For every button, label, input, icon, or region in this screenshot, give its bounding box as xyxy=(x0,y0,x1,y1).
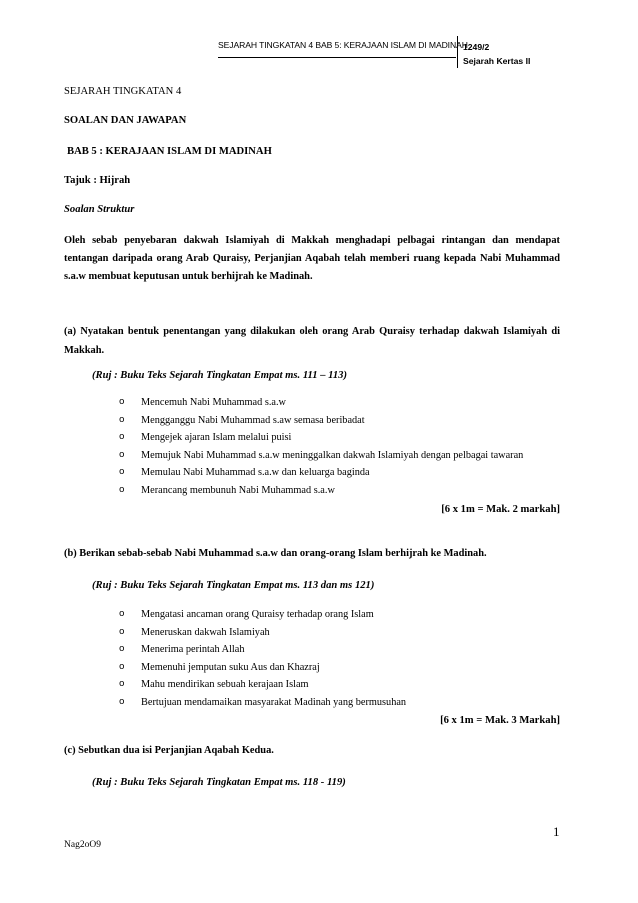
page-number: 1 xyxy=(553,824,560,839)
bullet-icon: o xyxy=(119,414,125,425)
bullet-icon: o xyxy=(119,432,125,443)
doc-type: SOALAN DAN JAWAPAN xyxy=(64,115,187,126)
reference-b: (Ruj : Buku Teks Sejarah Tingkatan Empat ms. 113 dan ms 121) xyxy=(92,580,375,591)
question-a xyxy=(64,322,560,360)
question-line: Makkah. xyxy=(64,345,105,356)
bullet-icon: o xyxy=(119,626,125,637)
intro-line: s.a.w membuat keputusan untuk berhijrah ke Madinah. xyxy=(64,271,313,282)
chapter-title: BAB 5 : KERAJAAN ISLAM DI MADINAH xyxy=(67,146,272,157)
header-divider xyxy=(457,36,458,68)
section-title: Soalan Struktur xyxy=(64,204,135,215)
marks-b: [6 x 1m = Mak. 3 Markah] xyxy=(440,715,560,726)
question-c: (c) Sebutkan dua isi Perjanjian Aqabah Kedua. xyxy=(64,745,274,756)
header-paper-info xyxy=(463,40,530,68)
bullet-icon: o xyxy=(119,484,125,495)
header-rule xyxy=(218,57,456,58)
reference-a: (Ruj : Buku Teks Sejarah Tingkatan Empat ms. 111 – 113) xyxy=(92,370,347,381)
subject-title: SEJARAH TINGKATAN 4 xyxy=(64,86,182,97)
topic-title: Tajuk : Hijrah xyxy=(64,175,131,186)
bullet-icon: o xyxy=(119,397,125,407)
bullet-icon: o xyxy=(119,467,125,478)
intro-paragraph xyxy=(64,232,560,286)
running-header-title: SEJARAH TINGKATAN 4 BAB 5: KERAJAAN ISLAM DI MADINAH xyxy=(218,40,468,50)
intro-line: tentangan daripada orang Arab Quraisy, Perjanjian Aqabah telah memberi ruang kepada Nabi Muhammad xyxy=(64,253,560,264)
bullet-icon: o xyxy=(119,644,125,655)
marks-a: [6 x 1m = Mak. 2 markah] xyxy=(441,504,560,515)
bullet-icon: o xyxy=(119,661,125,672)
bullet-icon: o xyxy=(119,679,125,690)
question-line: (a) Nyatakan bentuk penentangan yang dilakukan oleh orang Arab Quraisy terhadap dakwah Islamiyah di xyxy=(64,326,560,337)
intro-line: Oleh sebab penyebaran dakwah Islamiyah di Makkah menghadapi pelbagai rintangan dan mendapat xyxy=(64,235,560,246)
bullet-icon: o xyxy=(119,449,125,460)
question-b: (b) Berikan sebab-sebab Nabi Muhammad s.a.w dan orang-orang Islam berhijrah ke Madinah. xyxy=(64,548,487,559)
paper-code: 1249/2 xyxy=(463,42,490,52)
bullet-icon: o xyxy=(119,696,125,707)
reference-c: (Ruj : Buku Teks Sejarah Tingkatan Empat ms. 118 - 119) xyxy=(92,777,346,788)
footer-note: Nag2oO9 xyxy=(64,840,101,850)
bullet-icon: o xyxy=(119,609,125,619)
paper-name: Sejarah Kertas II xyxy=(463,56,531,66)
